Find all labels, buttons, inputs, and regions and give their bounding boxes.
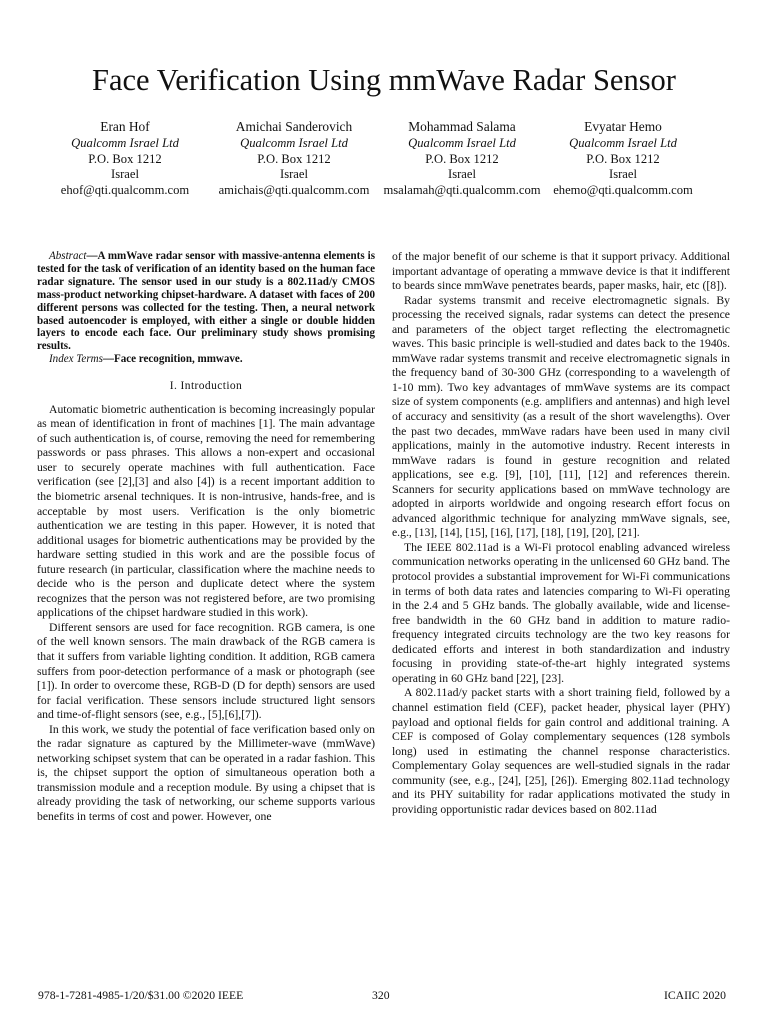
- abstract-text: —A mmWave radar sensor with massive-antenna elements is tested for the task of verification of an identity based on the human face radar signature. The sensor used in our study is a 802.11ad/y CMOS mass-product networking chipset-hardware. A dataset with faces of 200 different persons was collected for the testing. Then, a neural network based autoencoder is employed, with either a single or double hidden layers to encode each face. Our preliminary study shows promising results.: [37, 250, 375, 353]
- author-affiliation: Qualcomm Israel Ltd: [240, 135, 348, 150]
- body-paragraph: In this work, we study the potential of face verification based only on the radar signature as captured by the Millimeter-wave (mmWave) networking schipset system that can be operated in a radar fashion. This is, the chipset support the option of simultaneous operation both a transmission module and a reception module. By using a chipset that is already providing the task of networking, our scheme supports various benefits in terms of cost and power. However, one: [37, 722, 375, 824]
- author-affiliation: Qualcomm Israel Ltd: [71, 135, 179, 150]
- author-email: ehof@qti.qualcomm.com: [60, 183, 190, 198]
- author-country: Israel: [280, 167, 308, 182]
- body-paragraph: A 802.11ad/y packet starts with a short training field, followed by a channel estimation field (CEF), packet header, physical layer (PHY) payload and optional fields for gain control and additional training. A CEF is composed of Golay complementary sequences (128 symbols long) used in estimating the channel response characteristics. Complementary Golay sequences are well-studied signals in the radar community (see, e.g., [24], [25], [26]). Emerging 802.11ad technology and its PHY suitability for radar applications motivated the study in providing opportunistic radar devices based on 802.11ad: [392, 686, 730, 816]
- abstract: [37, 250, 375, 353]
- right-column: [392, 250, 730, 817]
- index-terms-text: —Face recognition, mmwave.: [102, 353, 243, 366]
- author-name: Amichai Sanderovich: [235, 119, 353, 134]
- left-column: [37, 250, 375, 825]
- body-paragraph: of the major benefit of our scheme is that it support privacy. Additional important advantage of operating a mmwave device is that it indifferent to beards since mmWave penetrates beards, paper masks, hair, etc ([8]).: [392, 250, 730, 293]
- body-paragraph: Automatic biometric authentication is becoming increasingly popular as mean of identification in front of machines [1]. The main advantage of such authentication is, of course, removing the need for remembering passwords or pass phrases. This allows a non-expert and occasional user to securely operate machines with full authentication. Face verification (see [2],[3] and also [4]) is a recent important addition to the biometric arsenal techniques. It is non-intrusive, hands-free, and is acceptable by most users. Verification is the only biometric authentication we are testing in this paper. However, it is noted that additional usages for biometric authentications may be provided by the hardware setting studied in this work and are the possible focus of future research (in particular, classification where the machine needs to decide who is the person and duplicate detect where the system recognizes that the person was not registered before, are two promising applications of the chipset hardware studied in this work).: [37, 402, 375, 620]
- author-address: P.O. Box 1212: [586, 151, 660, 166]
- footer-isbn: 978-1-7281-4985-1/20/$31.00 ©2020 IEEE: [38, 989, 244, 1002]
- abstract-label: Abstract: [49, 250, 87, 262]
- author-name: Evyatar Hemo: [584, 119, 662, 134]
- index-terms-label: Index Terms: [49, 353, 103, 366]
- author-email: msalamah@qti.qualcomm.com: [383, 183, 541, 198]
- author-block: [54, 119, 196, 199]
- footer-page-number: 320: [372, 989, 390, 1002]
- author-block: [214, 119, 374, 199]
- index-terms: [37, 353, 375, 366]
- author-address: P.O. Box 1212: [88, 151, 162, 166]
- author-address: P.O. Box 1212: [425, 151, 499, 166]
- author-country: Israel: [448, 167, 476, 182]
- author-affiliation: Qualcomm Israel Ltd: [569, 135, 677, 150]
- author-affiliation: Qualcomm Israel Ltd: [408, 135, 516, 150]
- paper-title: Face Verification Using mmWave Radar Sensor: [92, 63, 676, 97]
- body-paragraph: Different sensors are used for face recognition. RGB camera, is one of the well known sensors. The main drawback of the RGB camera is that it suffers from variable lighting condition. It addition, RGB camera suffers from poor-detection performance of a mask or photograph (see [1]). In order to overcome these, RGB-D (D for depth) sensors are used for facial verification. These sensors include structured light sensors and time-of-flight sensors (see, e.g., [5],[6],[7]).: [37, 620, 375, 722]
- footer-venue: ICAIIC 2020: [663, 989, 726, 1002]
- author-email: amichais@qti.qualcomm.com: [218, 183, 370, 198]
- author-email: ehemo@qti.qualcomm.com: [553, 183, 693, 198]
- body-paragraph: Radar systems transmit and receive electromagnetic signals. By processing the received signals, radar systems can detect the presence and parameters of the object target reflecting the electromagnetic waves. This basic principle is well-studied and dates back to the 1940s. mmWave radar systems transmit and receive electromagnetic signals in the frequency band of 30-300 GHz (corresponding to a wavelength of 1-10 mm). Two key advantages of mmWave systems are its compact size of system components (e.g. amplifiers and antennas) and high level of accuracy and sensitivity (as a result of the short wavelengths). Over the past two decades, mmWave radars have been used in many civil applications, mainly in the automotive industry. Recent interests in mmWave radars is found in gesture recognition and related applications, see e.g. [9], [10], [11], [12] and references therein. Scanners for security applications based on mmWave technology are adopted in airports worldwide and ongoing research effort focus on advanced algorithmic technique for analyzing mmWave signals, see, e.g., [13], [14], [15], [16], [17], [18], [19], [20], [21].: [392, 293, 730, 540]
- author-block: [378, 119, 546, 199]
- author-name: Eran Hof: [100, 119, 150, 134]
- author-name: Mohammad Salama: [408, 119, 516, 134]
- author-address: P.O. Box 1212: [257, 151, 331, 166]
- body-paragraph: The IEEE 802.11ad is a Wi-Fi protocol enabling advanced wireless communication networks operating in the unlicensed 60 GHz band. The protocol provides a substantial improvement for Wi-Fi communications in terms of both data rates and latencies comparing to Wi-Fi operating in the 2.4 and 5 GHz bands. The globally available, wide and license-free bandwidth in the 60 GHz band in addition to mature radio-frequency integrated circuits technology are the two key reasons for dedicated efforts and interest in both standardization and industry focusing in providing state-of-the-art highly integrated systems operating in 60 GHz band [22], [23].: [392, 540, 730, 685]
- author-block: [550, 119, 696, 199]
- author-country: Israel: [609, 167, 637, 182]
- section-heading: I. Introduction: [169, 380, 243, 393]
- author-country: Israel: [111, 167, 139, 182]
